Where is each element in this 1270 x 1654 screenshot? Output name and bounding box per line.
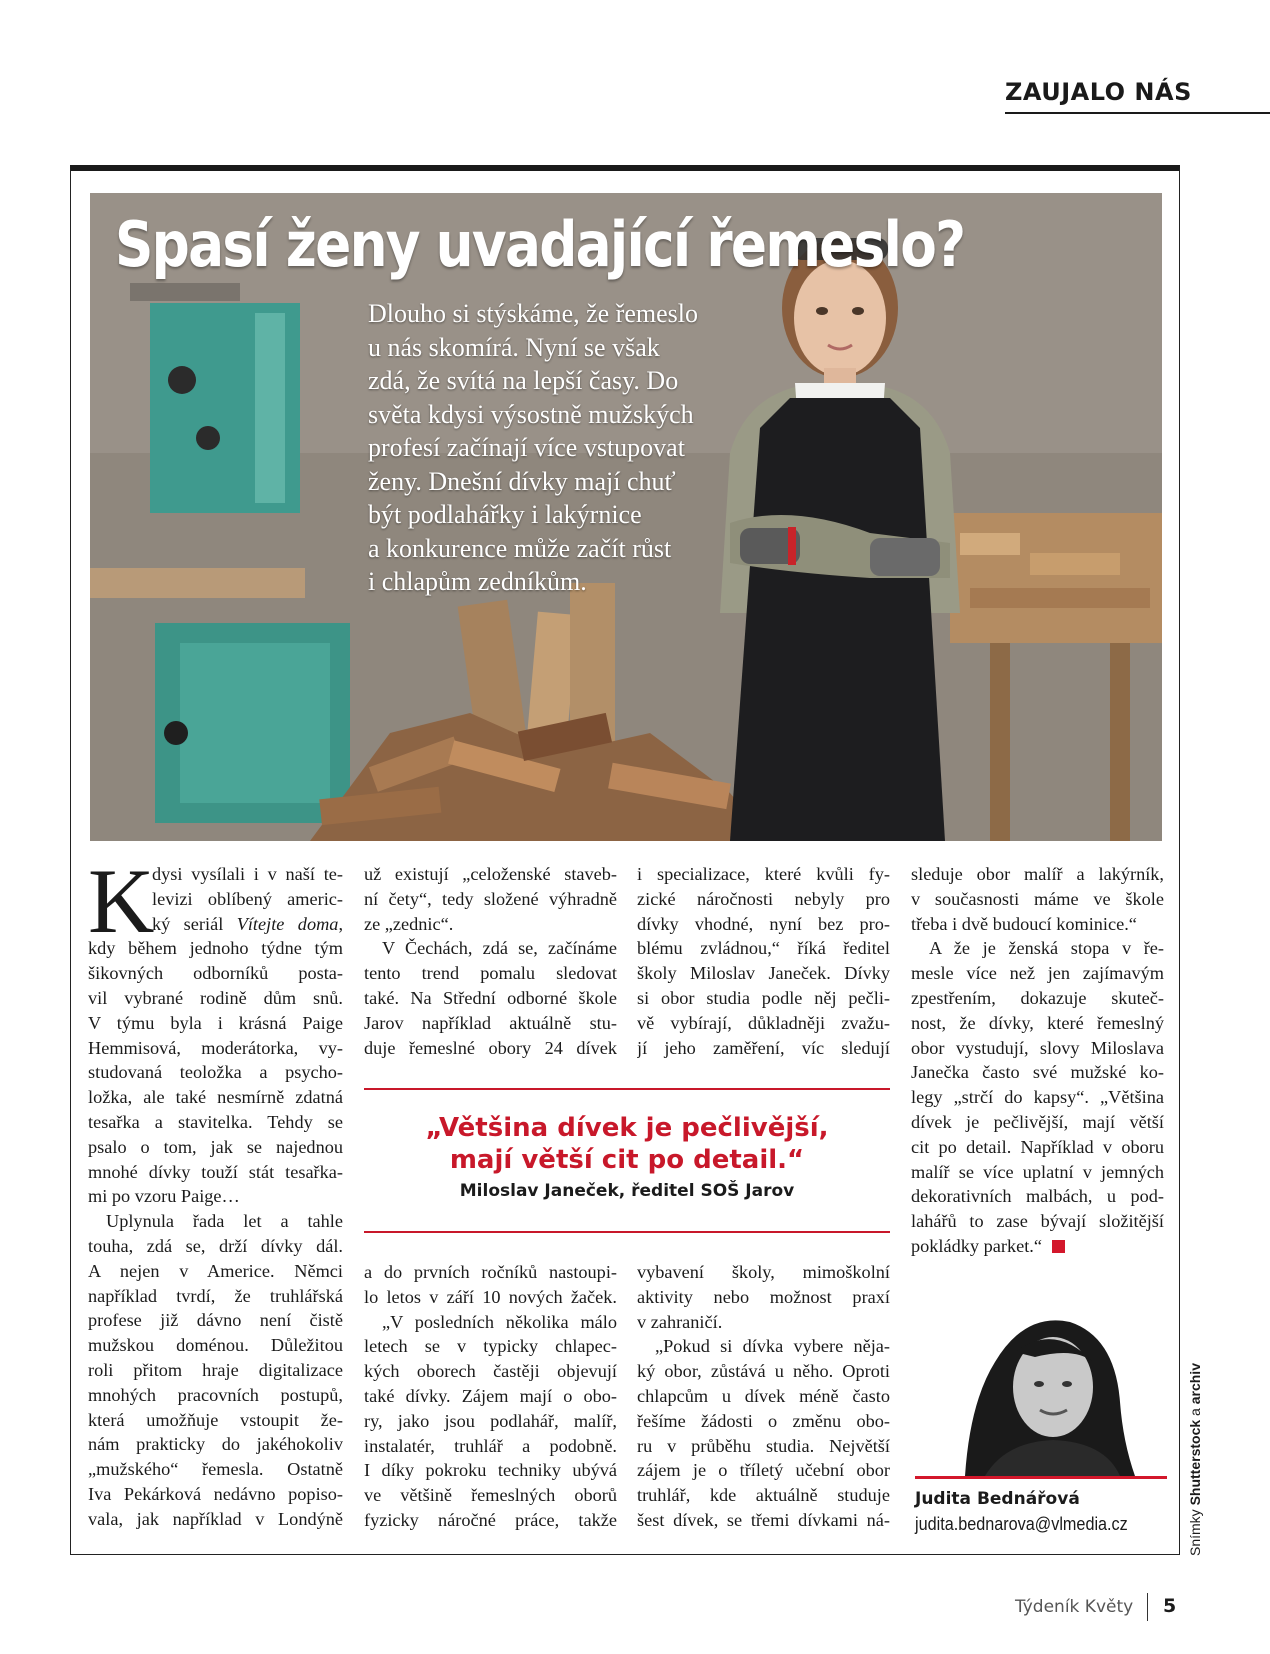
text-line: V týmu byla i krásná Paige — [88, 1012, 343, 1033]
text-line: fyzicky náročné práce, takže — [364, 1509, 617, 1530]
series-title: Vítejte doma — [236, 913, 339, 934]
text-line: tesařka a stavitelka. Tehdy se — [88, 1111, 343, 1132]
text-line: levizi oblíbený americ- — [152, 888, 343, 909]
text-line: A nejen v Americe. Němci — [88, 1260, 343, 1281]
credit-joiner: a — [1187, 1404, 1203, 1420]
text-line: i specializace, které kvůli fy- — [637, 864, 890, 884]
text-line: nost, že dívky, které řemeslný — [911, 1012, 1164, 1033]
text-line: také. Na Střední odborné škole — [364, 987, 617, 1008]
text-line: ký obor, zůstává u něho. Oproti — [637, 1361, 890, 1382]
quote-rule-top — [364, 1088, 890, 1090]
text-line: V Čechách, zdá se, začínáme — [382, 938, 617, 959]
text-line: obor vystudují, slovy Miloslava — [911, 1037, 1164, 1058]
lede-line: profesí začínají více vstupovat — [368, 433, 685, 462]
text-line: blému zvládnou,“ říká ředitel — [637, 938, 890, 959]
text-line: v zahraničí. — [637, 1311, 723, 1332]
text-line: touha, zdá se, drží dívky dál. — [88, 1235, 343, 1256]
text-line: „Pokud si dívka vybere něja- — [655, 1336, 890, 1357]
credit-prefix: Snímky — [1187, 1505, 1203, 1556]
pull-quote-attribution: Miloslav Janeček, ředitel SOŠ Jarov — [459, 1181, 795, 1201]
text-line: šikovných odborníků posta- — [88, 963, 343, 984]
lede-line: u nás skomírá. Nyní se však — [368, 332, 660, 362]
text-line: vybavení školy, mimoškolní — [637, 1262, 890, 1282]
photo-credit — [1187, 1363, 1203, 1556]
author-email[interactable]: judita.bednarova@vlmedia.cz — [915, 1514, 1128, 1534]
text-line: také dívky. Zájem mají o obo- — [364, 1385, 617, 1406]
text-line: řešíme žádosti o změnu obo- — [637, 1410, 890, 1431]
text-line: tento trend pomalu sledovat — [364, 963, 617, 984]
column-2-bottom — [364, 1260, 617, 1533]
author-rule — [915, 1476, 1167, 1479]
quote-rule-bottom — [364, 1231, 890, 1233]
lede-line: světa kdysi výsostně mužských — [368, 399, 694, 429]
text-line: sleduje obor malíř a lakýrník, — [911, 864, 1164, 884]
text-line: profese již dávno není čistě — [88, 1310, 343, 1331]
text-line: Janečka často své mužské ko- — [911, 1062, 1164, 1083]
text-line: v současnosti máme ve škole — [911, 888, 1164, 909]
section-rule — [1005, 112, 1270, 114]
column-4 — [911, 862, 1164, 1259]
text-line: malíř se více uplatní v jemných — [911, 1161, 1164, 1182]
text-line: roli přitom hraje digitalizace — [88, 1359, 343, 1380]
text-line: pokládky parket.“ — [911, 1235, 1042, 1256]
text-line: mnohých pracovních postupů, — [88, 1384, 343, 1405]
text-line: jí jeho zaměření, víc sledují — [637, 1037, 890, 1058]
text-line: ký seriál Vítejte doma, — [152, 913, 343, 934]
text-line: dysi vysílali i v naší te- — [152, 864, 343, 884]
text-line: mesle více než jen zajímavým — [911, 963, 1164, 984]
lede-line: Dlouho si stýskáme, že řemeslo — [368, 299, 698, 328]
text-line: aktivity nebo možnost praxí — [637, 1286, 890, 1307]
article-headline: Spasí ženy uvadající řemeslo? — [115, 208, 965, 281]
column-1-intro — [152, 862, 343, 936]
text-line: kých oborech častěji objevují — [364, 1361, 617, 1382]
lede-line: i chlapům zedníkům. — [368, 567, 587, 596]
text-line: „mužského“ řemesla. Ostatně — [88, 1459, 343, 1480]
publication-name: Týdeník Květy — [1015, 1597, 1134, 1617]
text-line: lo letos v září 10 nových žaček. — [364, 1286, 617, 1307]
lede-line: být podlahářky i lakýrnice — [368, 500, 642, 529]
text-line: vě vybírají, důkladněji zvažu- — [637, 1012, 890, 1033]
text-line: duje řemeslné obory 24 dívek — [364, 1037, 617, 1058]
text-line: už existují „celoženské staveb- — [364, 864, 617, 884]
text-line: ní čety“, tedy složené výhradně — [364, 888, 617, 909]
author-photo — [915, 1292, 1160, 1476]
text-line: zájem je o tříletý učební obor — [637, 1460, 890, 1481]
author-name: Judita Bednářová — [915, 1489, 1080, 1509]
text-line: letech se v typicky chlapec- — [364, 1336, 617, 1357]
text-line: mužskou doménou. Důležitou — [88, 1335, 343, 1356]
text-line: školy Miloslav Janeček. Dívky — [637, 963, 890, 984]
text-line: a do prvních ročníků nastoupi- — [364, 1262, 617, 1282]
text-line: kdy během jednoho týdne tým — [88, 938, 343, 959]
text-line: nám prakticky do jakéhokoliv — [88, 1434, 343, 1455]
credit-source-2: archiv — [1187, 1363, 1203, 1405]
text-line: Jarov například aktuálně stu- — [364, 1012, 617, 1033]
text-line: „V posledních několika málo — [382, 1311, 617, 1332]
column-1 — [88, 936, 343, 1531]
text-line: dekorativních malbách, u pod- — [911, 1186, 1164, 1207]
text-line-end — [911, 1234, 1164, 1259]
page-number: 5 — [1163, 1595, 1177, 1617]
text-line: I díky pokroku techniky ubývá — [364, 1460, 617, 1481]
text-line: dívek je pečlivější, mají větší — [911, 1111, 1164, 1132]
text-line: instalatér, truhlář a podobně. — [364, 1435, 617, 1456]
end-mark-icon — [1052, 1240, 1065, 1253]
text-line: šest dívek, se třemi dívkami ná- — [637, 1509, 890, 1530]
text-line: ry, jako jsou podlahář, malíř, — [364, 1410, 617, 1431]
column-3-bottom — [637, 1260, 890, 1533]
text-line: třeba i dvě budoucí kominice.“ — [911, 913, 1137, 934]
text-line: studovaná teoložka a psycho- — [88, 1062, 343, 1083]
text-line: ložka, ale také nesmírně zdatná — [88, 1087, 343, 1108]
column-2-top — [364, 862, 617, 1060]
text-line: ru v průběhu studia. Největší — [637, 1435, 890, 1456]
text-line: mnohé dívky touží stát tesařka- — [88, 1161, 343, 1182]
credit-source: Shutterstock — [1187, 1419, 1203, 1506]
text-line: chlapcům u dívek méně často — [637, 1385, 890, 1406]
text-line: legy „strčí do kapsy“. „Většina — [911, 1087, 1164, 1108]
text-line: ze „zednic“. — [364, 913, 454, 934]
text-line: ve většině řemeslných oborů — [364, 1485, 617, 1506]
text-line: mi po vzoru Paige… — [88, 1186, 240, 1207]
text-line: zpestřením, dokazuje skuteč- — [911, 987, 1164, 1008]
lede-line: a konkurence může začít růst — [368, 533, 672, 563]
article-lede — [368, 297, 768, 599]
text-line: lahářů to zase bývají složitější — [911, 1211, 1164, 1232]
text-line: Hemmisová, moderátorka, vy- — [88, 1037, 343, 1058]
pull-quote-line: „Většina dívek je pečlivější, — [425, 1113, 829, 1143]
text-line: si obor studia podle něj pečli- — [637, 987, 890, 1008]
text-line: cit po detail. Například v oboru — [911, 1136, 1164, 1157]
lede-line: zdá, že svítá na lepší časy. Do — [368, 366, 679, 395]
text-line: vala, jak například v Londýně — [88, 1508, 343, 1529]
text-line: vil vybrané rodině dům snů. — [88, 987, 343, 1008]
pull-quote-line: mají větší cit po detail.“ — [449, 1145, 805, 1175]
text-line: A že je ženská stopa v ře- — [929, 938, 1164, 959]
text-line: psalo o tom, jak se najednou — [88, 1136, 343, 1157]
text-line: truhlář, kde aktuálně studuje — [637, 1485, 890, 1506]
text-line: například tvrdí, že truhlářská — [88, 1285, 343, 1306]
pull-quote — [364, 1112, 890, 1176]
text-line: Iva Pekárková nedávno popiso- — [88, 1483, 343, 1504]
text-line: Uplynula řada let a tahle — [106, 1211, 343, 1232]
text-line: dívky vhodné, nyní bez pro- — [637, 913, 890, 934]
text-line: která umožňuje vstoupit že- — [88, 1409, 343, 1430]
drop-cap: K — [88, 850, 155, 952]
author-portrait-illustration — [915, 1292, 1160, 1476]
text-line: zické náročnosti nebyly pro — [637, 888, 890, 909]
footer-separator — [1147, 1593, 1148, 1621]
lede-line: ženy. Dnešní dívky mají chuť — [368, 466, 676, 496]
section-label: ZAUJALO NÁS — [1005, 78, 1192, 106]
column-3-top — [637, 862, 890, 1060]
